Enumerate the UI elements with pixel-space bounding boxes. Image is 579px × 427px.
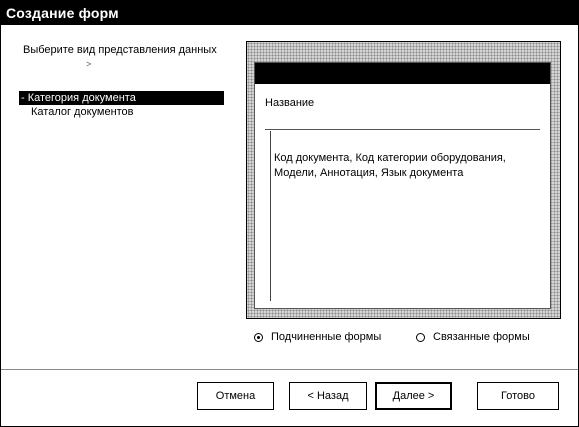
button-separator xyxy=(1,369,578,370)
radio-unchecked-icon xyxy=(416,333,425,342)
radio-linked-forms-option[interactable] xyxy=(416,331,530,343)
radio-checked-icon xyxy=(254,333,263,342)
preview-name-label: Название xyxy=(265,97,315,109)
view-selection-prompt: Выберите вид представления данных xyxy=(23,44,217,56)
preview-divider xyxy=(265,129,540,130)
cancel-button[interactable]: Отмена xyxy=(197,382,274,410)
radio-subforms-label: Подчиненные формы xyxy=(271,331,382,343)
form-preview-panel xyxy=(246,41,561,319)
radio-subforms[interactable] xyxy=(254,331,381,343)
data-view-list[interactable] xyxy=(19,91,224,351)
back-button[interactable]: < Назад xyxy=(289,382,367,410)
radio-linked-forms-label: Связанные формы xyxy=(433,331,530,343)
preview-subform-fields: Код документа, Код категории оборудования, Модели, Аннотация, Язык документа xyxy=(270,131,540,301)
next-button[interactable]: Далее > xyxy=(375,382,452,410)
list-item-document-category[interactable]: - Категория документа xyxy=(19,91,224,105)
dialog-title-bar: Создание форм xyxy=(1,1,578,25)
form-preview-canvas xyxy=(254,62,551,309)
list-item-document-catalog[interactable]: Каталог документов xyxy=(31,106,134,118)
preview-header-bar xyxy=(255,63,550,84)
cursor-mark: ˃ xyxy=(86,59,92,69)
finish-button[interactable]: Готово xyxy=(477,382,559,410)
radio-linked-forms[interactable] xyxy=(416,331,530,343)
radio-subforms-option[interactable] xyxy=(254,331,381,343)
